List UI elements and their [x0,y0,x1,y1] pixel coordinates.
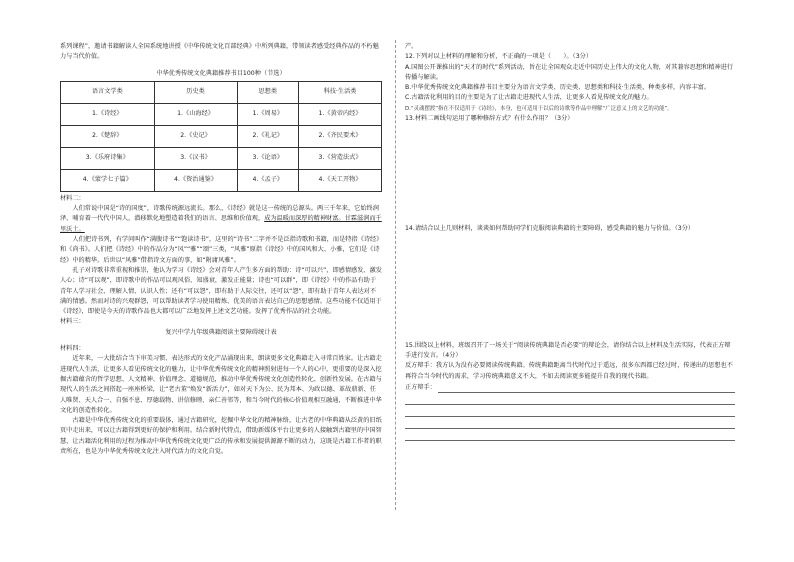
table-cell: 3.《论语》 [237,147,299,169]
question-14: 14.请结合以上几则材料，谈谈如何帮助同学们克服阅读典籍的主要障碍，感受典籍的魅力与价值。（3分） [405,225,695,233]
material-4-paragraph-1: 近年来，一大批结合当下审美习惯、表达形式的文化产品涌现出来，朗读更多文化典籍走入寻常百姓家。让古籍走进现代人生活，让更多人看见传统文化的魅力，让中华优秀传统文化的精神照射进每一个人的心中，更重要的是深入挖掘古籍蕴含的哲学思想、人文精神、价值理念、道德规范，推动中华优秀传统文化创造性转化、创新性发展。在古籍与现代人的生活之间搭起一座座桥梁，让“老古董”焕发“新活力”，如对天下为公、民为邦本、为政以德、革故鼎新、任人唯贤、天人合一、自强不息、厚德载物、讲信修睦、亲仁善邻等，和当今时代的核心价值观相互融通，不断推进中华文化的创造性转化。 [60,355,382,414]
table-header-cell: 语言文学类 [61,81,155,103]
answer-underline [438,384,735,393]
table-header-cell: 历史类 [154,81,237,103]
pro-answer-line[interactable] [405,382,735,393]
table-cell: 3.《营造法式》 [299,147,382,169]
answer-line[interactable] [405,405,735,417]
table-cell: 2.《齐民要术》 [299,125,382,147]
table-row [61,147,382,169]
material-3-title: 复兴中学九年级典籍阅读主要障碍统计表 [165,328,277,336]
table-cell: 1.《山海经》 [154,103,237,125]
material-2-paragraph-2: 人们把诗书列，有学问叫作“满腹诗书”“饱读诗书”，这里的“诗书”二字并不是泛指诗歌和书籍，而是特指《诗经》和《尚书》。人们把《诗经》中的作品分为“风”“雅”“颂”三类，“风雅”原指《诗经》中的国风和大、小雅，它们是《诗经》中的精华。后世以“风雅”借指诗文方面的事，如“附庸风雅”。 [60,236,380,264]
table-row [61,103,382,125]
underlined-sentence: 成为温暖而深厚的精神财富。甘霖滋润而千里沃土。 [60,215,382,233]
answer-space-14[interactable] [405,235,735,341]
answer-space-13[interactable] [405,124,735,224]
right-column [405,42,735,441]
question-12-option-b: B.中华优秀传统文化典籍推荐书目主要分为语言文学类、历史类、思想类和科技·生活类，种类多样，内容丰富。 [405,84,711,92]
intro-paragraph: 系列课程”，邀请书籍解读人全国系统地讲授《中华传统文化百部经典》中所列典籍，带领读者感受经典作品的不朽魅力与当代价值。 [60,43,379,61]
table-cell: 1.《黄帝内经》 [299,103,382,125]
question-12-option-d: D.“灵魂摆渡”指在不仅适用于《诗经》，本身，也可适用于以后的诗歌等作品中理解“广泛意义上的文艺的功能”。 [405,105,673,112]
continued-text: 产。 [405,43,418,50]
table-header-cell: 思想类 [237,81,299,103]
question-12: 12.下列对以上材料的理解和分析，不正确的一项是（ ）。（3分） [405,53,593,61]
table-cell: 4.《天工开物》 [299,169,382,191]
question-12-option-c: C.古籍活化利用的目的主要是为了让古籍走进现代人生活，让更多人看见传统文化的魅力。 [405,94,653,102]
column-divider [395,40,396,510]
book-list-table [60,81,382,192]
table-header-cell: 科技·生活类 [299,81,382,103]
table-cell: 4.《蒙学七子篇》 [61,169,155,191]
table-header-row [61,81,382,103]
table-cell: 2.《楚辞》 [61,125,155,147]
material-2-text: 人们常说中国是“诗的国度”，诗歌传统源远流长。那么，《诗经》就是这一传统的总源头。两三千年来，它始终润泽、哺育着一代代中国人，潜移默化地塑造着我们的语言、思维和价值观， [60,205,379,223]
answer-line[interactable] [405,417,735,429]
table-cell: 3.《乐府诗集》 [61,147,155,169]
table-cell: 2.《礼记》 [237,125,299,147]
material-2-paragraph-3: 孔子对诗歌非常重视和推崇，他认为学习《诗经》会对青年人产生多方面的帮助：诗“可以兴”，即感情感发、激发人心；诗“可以观”，即诗歌中的作品可以观风俗、知盛衰，激发正能量；诗也“可以群”，即《诗经》中的作品有助于青年人学习社会、理解人情、认识人性；还有“可以怨”，即有助于人际交往，还可以“怨”，即有助于青年人表达对不满的情感。然而对诗的兴观群怨，可以帮助读者学习使用精炼、优美的语言表达自己的思想感情。这些功能不仅适用于《诗经》，即使是今天的诗歌作品也大都可以广泛地发挥上述文艺功能。发挥了优秀作品的社会功能。 [60,266,382,316]
question-12-option-a: A.国图公开课推出的“天才的时代”系列活动，旨在让全国观众走近中国历史上伟大的文化人物，对其兼容思想和精神进行传播与解读。 [405,63,734,81]
table-cell: 1.《周易》 [237,103,299,125]
question-15-con-argument: 反方辩手：我方认为没有必要阅读传统典籍。传统典籍距离当代时代过于遥远，很多东西都已经过时，传递出的思想也不再符合当今时代的需求，学习传统典籍意义不大，不如去阅读更多能提升自我的现代书籍。 [405,362,733,380]
material-4-paragraph-2: 古籍是中华优秀传统文化的重要载体，通过古籍研究，挖掘中华文化的精神脉络，让古老的中华典籍从泛黄的旧纸页中走出来，可以让古籍得到更好的保护和利用。结合新时代特点，借助新媒体平台让更多的人接触到古籍里的中国智慧，让古籍活化利用的过程为推动中华优秀传统文化更广泛的传承和发展提供源源不断的动力，这既是古籍工作者的职责所在，也是为中华优秀传统文化注入时代活力的文化自觉。 [60,417,382,456]
answer-line[interactable] [405,429,735,441]
question-15: 15.围绕以上材料，班级召开了一场关于“阅读传统典籍是否必要”的辩论会，请你结合以上材料及生活实际，代表正方辩手进行发言。（4分） [405,341,731,359]
table-cell: 2.《史记》 [154,125,237,147]
table-cell: 4.《资治通鉴》 [154,169,237,191]
answer-line[interactable] [405,393,735,405]
material-2-label: 材料二： [60,194,85,202]
table-cell: 1.《诗经》 [61,103,155,125]
material-3-label: 材料三： [60,318,85,326]
material-2-paragraph-1 [60,204,382,235]
pro-side-label: 正方辩手： [405,383,436,391]
material-4-label: 材料四： [60,345,85,353]
table-cell: 4.《孟子》 [237,169,299,191]
table-row [61,169,382,191]
table-title: 中华优秀传统文化典籍推荐书目100种（节选） [156,69,286,77]
table-cell: 3.《汉书》 [154,147,237,169]
table-row [61,125,382,147]
question-13: 13.材料二画线句运用了哪种修辞方式？有什么作用？（3分） [405,115,574,123]
left-column [60,42,382,457]
